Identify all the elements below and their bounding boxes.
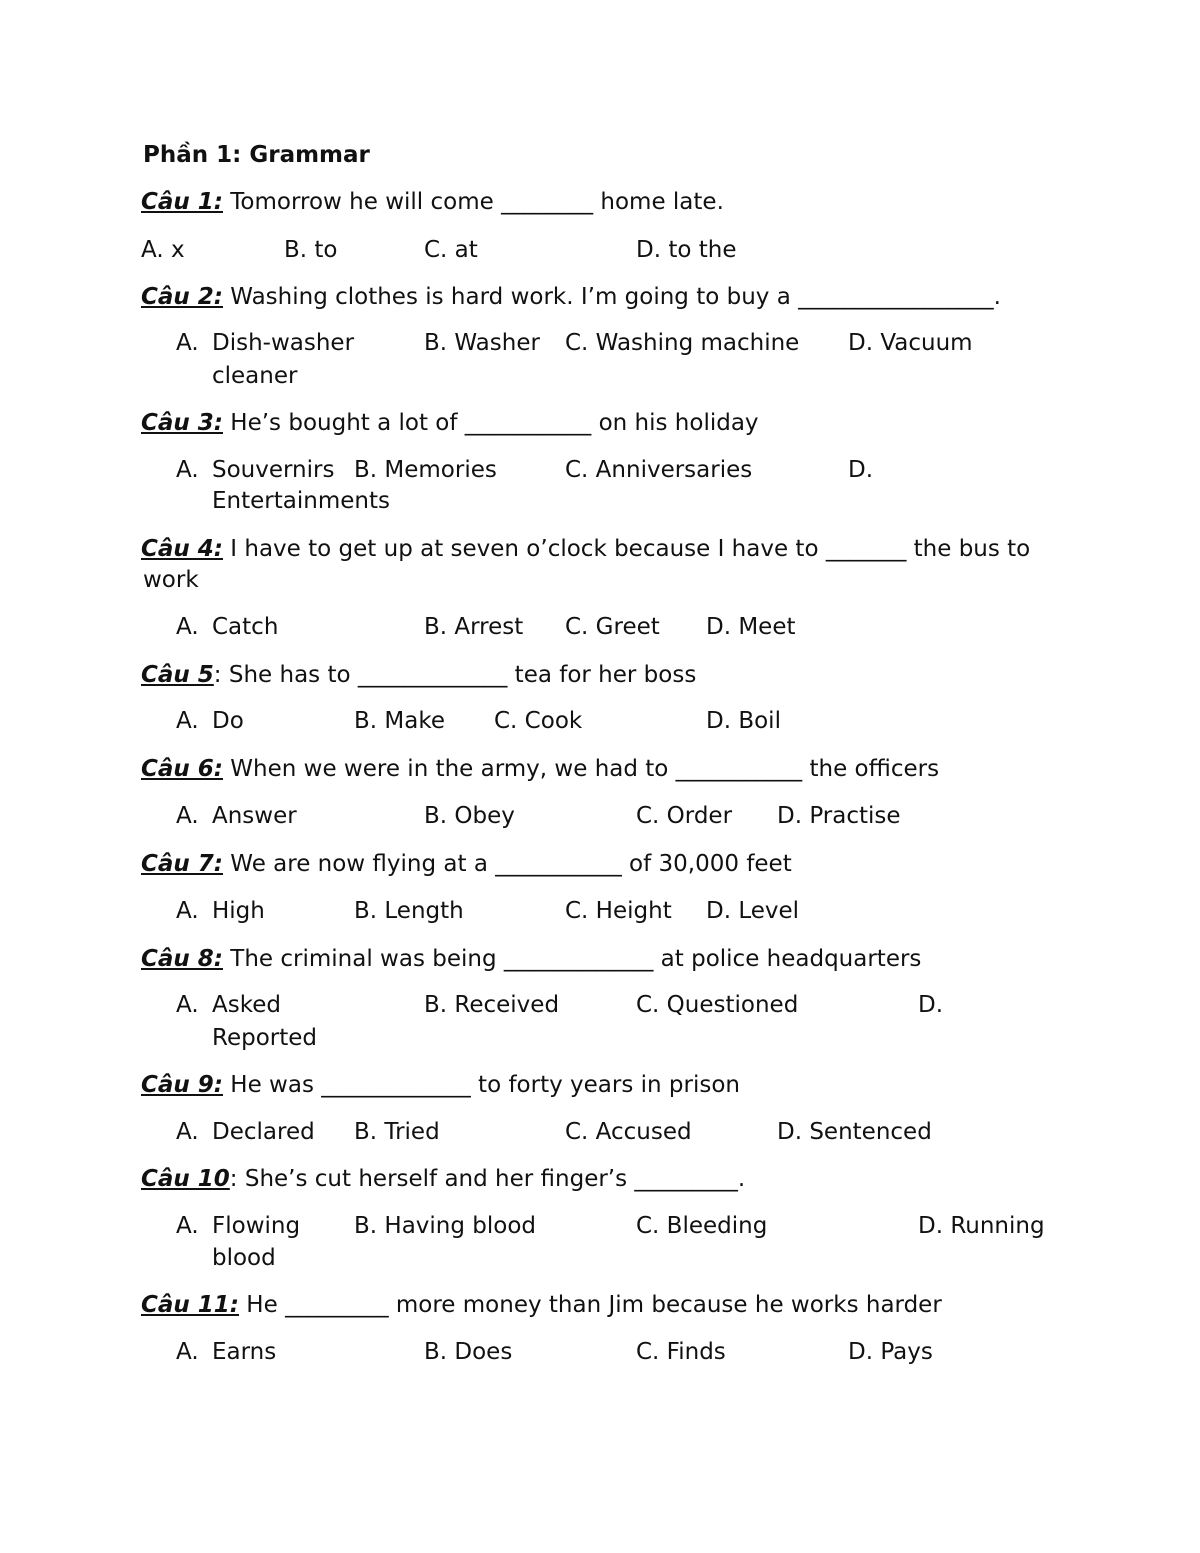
- question-11: [141, 1289, 942, 1321]
- question-label: Câu 8:: [141, 946, 223, 972]
- option-7a-marker: A.: [176, 898, 199, 924]
- question-text: When we were in the army, we had to ___________ the officers: [222, 756, 940, 782]
- option-1b: B. to: [284, 237, 338, 263]
- question-2: [141, 281, 1001, 313]
- option-6d: D. Practise: [777, 803, 901, 829]
- question-4: [141, 533, 1030, 565]
- option-10b: B. Having blood: [354, 1213, 537, 1239]
- question-text: : She’s cut herself and her finger’s _________.: [229, 1166, 746, 1192]
- question-label: Câu 5: [141, 662, 214, 688]
- question-7: [141, 848, 792, 880]
- option-11b: B. Does: [424, 1339, 513, 1365]
- question-label: Câu 4:: [141, 536, 223, 562]
- question-6: [141, 753, 939, 785]
- option-2d-wrap: cleaner: [212, 363, 298, 389]
- option-9a-marker: A.: [176, 1119, 199, 1145]
- option-1a: A. x: [141, 237, 185, 263]
- option-9c: C. Accused: [565, 1119, 692, 1145]
- option-9a: Declared: [212, 1119, 315, 1145]
- option-7a: High: [212, 898, 265, 924]
- option-10a-marker: A.: [176, 1213, 199, 1239]
- question-label: Câu 2:: [141, 284, 223, 310]
- option-8d-wrap: Reported: [212, 1025, 317, 1051]
- option-10c: C. Bleeding: [636, 1213, 768, 1239]
- option-3d: D.: [848, 457, 874, 483]
- option-4a: Catch: [212, 614, 279, 640]
- question-label: Câu 10: [141, 1166, 230, 1192]
- option-7d: D. Level: [706, 898, 800, 924]
- option-3c: C. Anniversaries: [565, 457, 753, 483]
- question-text: Washing clothes is hard work. I’m going to buy a _________________.: [222, 284, 1001, 310]
- option-10a: Flowing: [212, 1213, 301, 1239]
- option-11d: D. Pays: [848, 1339, 933, 1365]
- option-10d-wrap: blood: [212, 1245, 276, 1271]
- option-8d: D.: [918, 992, 944, 1018]
- question-label: Câu 11:: [141, 1292, 239, 1318]
- question-text: Tomorrow he will come ________ home late.: [222, 189, 724, 215]
- question-text: He was _____________ to forty years in prison: [222, 1072, 740, 1098]
- option-8a-marker: A.: [176, 992, 199, 1018]
- question-4-wrap: work: [143, 567, 199, 593]
- question-text: We are now flying at a ___________ of 30,000 feet: [222, 851, 792, 877]
- option-5b: B. Make: [354, 708, 445, 734]
- option-8c: C. Questioned: [636, 992, 799, 1018]
- option-4a-marker: A.: [176, 614, 199, 640]
- question-text: He _________ more money than Jim because he works harder: [239, 1292, 942, 1318]
- option-10d: D. Running: [918, 1213, 1045, 1239]
- option-2b: B. Washer: [424, 330, 540, 356]
- option-8b: B. Received: [424, 992, 560, 1018]
- option-1d: D. to the: [636, 237, 737, 263]
- question-text: The criminal was being _____________ at police headquarters: [222, 946, 922, 972]
- option-4b: B. Arrest: [424, 614, 524, 640]
- question-1: [141, 186, 724, 218]
- option-3a: Souvernirs: [212, 457, 335, 483]
- option-9d: D. Sentenced: [777, 1119, 932, 1145]
- question-label: Câu 9:: [141, 1072, 223, 1098]
- section-title: Phần 1: Grammar: [143, 142, 370, 168]
- option-3a-marker: A.: [176, 457, 199, 483]
- option-2a-marker: A.: [176, 330, 199, 356]
- option-11a: Earns: [212, 1339, 277, 1365]
- option-5a: Do: [212, 708, 244, 734]
- question-label: Câu 3:: [141, 410, 223, 436]
- option-7c: C. Height: [565, 898, 672, 924]
- option-5a-marker: A.: [176, 708, 199, 734]
- option-11a-marker: A.: [176, 1339, 199, 1365]
- option-8a: Asked: [212, 992, 281, 1018]
- question-3: [141, 407, 759, 439]
- option-2d: D. Vacuum: [848, 330, 973, 356]
- question-5: [141, 659, 696, 691]
- option-6c: C. Order: [636, 803, 733, 829]
- option-2c: C. Washing machine: [565, 330, 800, 356]
- question-10: [141, 1163, 745, 1195]
- option-4d: D. Meet: [706, 614, 796, 640]
- question-9: [141, 1069, 740, 1101]
- question-text: : She has to _____________ tea for her boss: [213, 662, 697, 688]
- question-text: He’s bought a lot of ___________ on his holiday: [222, 410, 759, 436]
- option-5c: C. Cook: [494, 708, 583, 734]
- option-3d-wrap: Entertainments: [212, 488, 390, 514]
- option-5d: D. Boil: [706, 708, 781, 734]
- option-1c: C. at: [424, 237, 478, 263]
- option-6a: Answer: [212, 803, 297, 829]
- question-label: Câu 1:: [141, 189, 223, 215]
- option-6a-marker: A.: [176, 803, 199, 829]
- option-2a: Dish-washer: [212, 330, 355, 356]
- option-3b: B. Memories: [354, 457, 497, 483]
- option-4c: C. Greet: [565, 614, 660, 640]
- question-label: Câu 6:: [141, 756, 223, 782]
- question-8: [141, 943, 921, 975]
- question-label: Câu 7:: [141, 851, 223, 877]
- option-6b: B. Obey: [424, 803, 515, 829]
- option-9b: B. Tried: [354, 1119, 440, 1145]
- option-11c: C. Finds: [636, 1339, 726, 1365]
- question-text: I have to get up at seven o’clock because I have to _______ the bus to: [222, 536, 1031, 562]
- option-7b: B. Length: [354, 898, 464, 924]
